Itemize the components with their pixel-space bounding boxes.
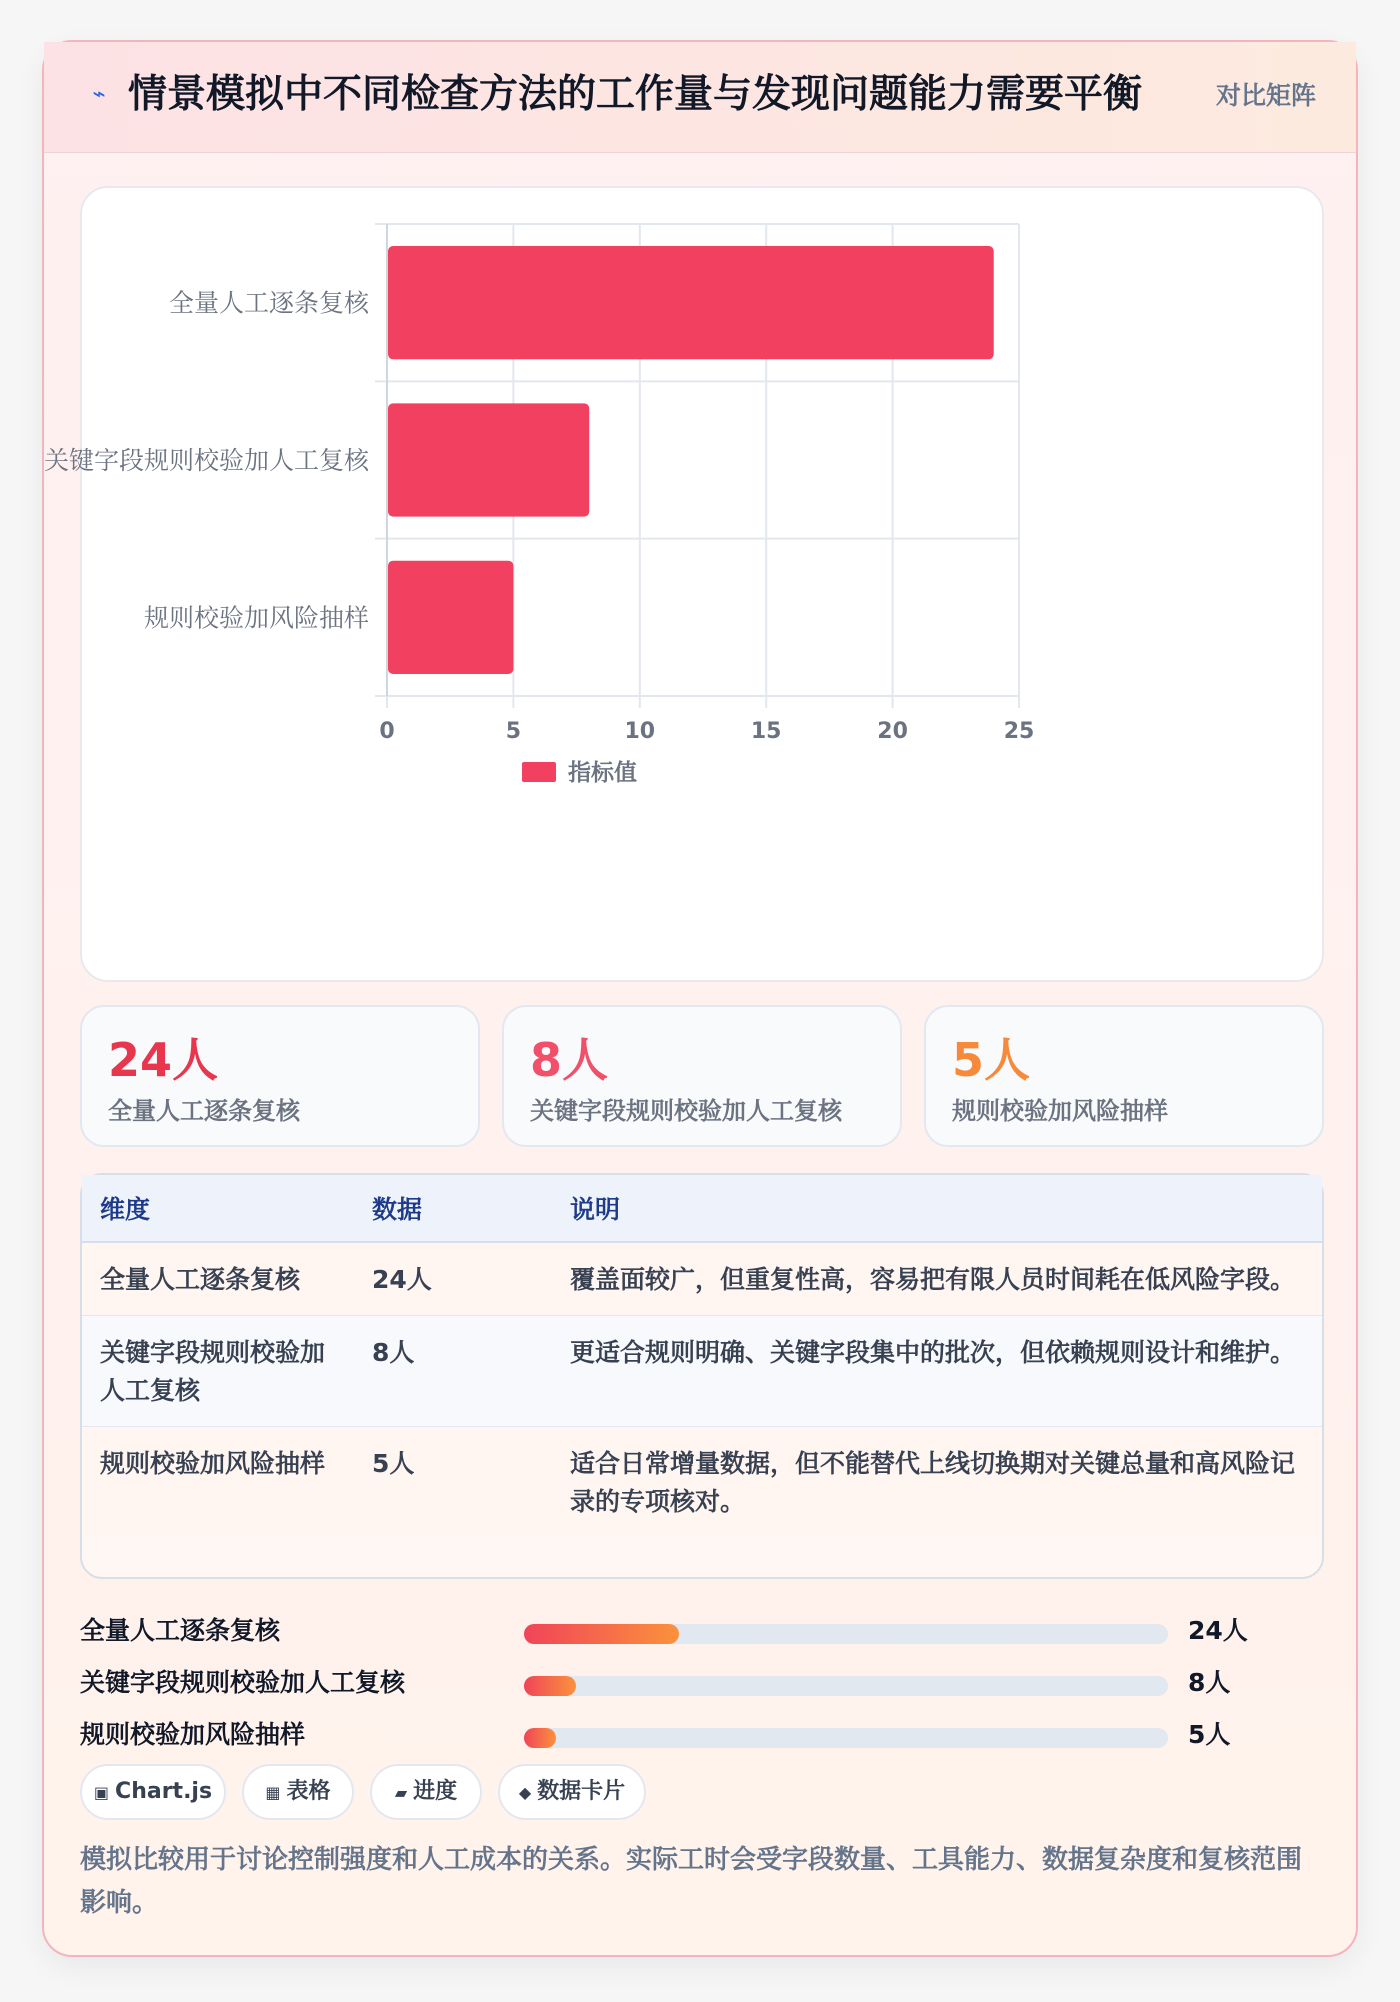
x-tick-label: 0 <box>379 719 395 744</box>
progress-icon: ▰ <box>394 1783 408 1802</box>
y-tick-label: 关键字段规则校验加人工复核 <box>43 446 369 475</box>
x-tick-label: 25 <box>1003 719 1035 744</box>
tag-pill-progress <box>370 1764 482 1820</box>
progress-value: 24人 <box>1188 1616 1248 1645</box>
bar-chart <box>43 186 1324 982</box>
bar <box>388 561 513 674</box>
progress-label: 全量人工逐条复核 <box>80 1616 281 1645</box>
tag-pill-chartjs <box>80 1764 226 1820</box>
table-cell: 全量人工逐条复核 <box>82 1242 354 1316</box>
bar-chart-svg <box>43 188 1326 984</box>
card-icon: ◆ <box>518 1783 532 1802</box>
progress-value: 8人 <box>1188 1668 1231 1697</box>
x-tick-label: 15 <box>750 719 782 744</box>
progress-label: 规则校验加风险抽样 <box>80 1720 306 1749</box>
progress-fill <box>524 1624 679 1644</box>
stat-value: 24人 <box>108 1033 219 1087</box>
tag-pill-table <box>242 1764 354 1820</box>
table-row <box>82 1242 1322 1316</box>
table-cell: 更适合规则明确、关键字段集中的批次，但依赖规则设计和维护。 <box>552 1316 1322 1427</box>
header-tag: 对比矩阵 <box>1215 81 1316 110</box>
card-header <box>44 42 1356 153</box>
x-tick-label: 5 <box>505 719 522 744</box>
stat-label: 关键字段规则校验加人工复核 <box>530 1097 842 1125</box>
table-icon: ▦ <box>265 1783 281 1802</box>
progress-row <box>80 1664 1324 1704</box>
table-header-row <box>82 1175 1322 1242</box>
tag-pill-cards <box>498 1764 646 1820</box>
table-cell: 规则校验加风险抽样 <box>82 1427 354 1538</box>
chart-icon: ▣ <box>93 1783 110 1802</box>
table-header-cell: 维度 <box>82 1175 354 1242</box>
footnote: 模拟比较用于讨论控制强度和人工成本的关系。实际工时会受字段数量、工具能力、数据复杂度和复核范围影响。 <box>80 1845 1303 1918</box>
y-tick-label: 规则校验加风险抽样 <box>143 603 369 633</box>
data-table <box>80 1173 1324 1579</box>
stat-value: 5人 <box>952 1033 1031 1087</box>
stat-card <box>80 1005 480 1147</box>
stat-value: 8人 <box>530 1033 609 1087</box>
progress-row <box>80 1716 1324 1756</box>
y-tick-label: 全量人工逐条复核 <box>168 288 369 318</box>
stat-label: 规则校验加风险抽样 <box>952 1097 1168 1125</box>
table-cell: 适合日常增量数据，但不能替代上线切换期对关键总量和高风险记录的专项核对。 <box>552 1427 1322 1538</box>
pill-label: 数据卡片 <box>537 1779 626 1804</box>
progress-track <box>524 1624 1168 1644</box>
bar <box>388 403 589 516</box>
tech-tags <box>80 1764 1324 1820</box>
stat-label: 全量人工逐条复核 <box>108 1097 300 1125</box>
pill-label: 表格 <box>286 1779 331 1804</box>
x-tick-label: 20 <box>877 719 908 744</box>
table-header-cell: 说明 <box>552 1175 1322 1242</box>
legend-label: 指标值 <box>568 760 637 786</box>
table-cell: 5人 <box>354 1427 552 1538</box>
pill-label: 进度 <box>413 1779 458 1804</box>
progress-value: 5人 <box>1188 1720 1231 1749</box>
progress-track <box>524 1728 1168 1748</box>
lightning-icon: ⌁ <box>92 82 106 107</box>
page-title: 情景模拟中不同检查方法的工作量与发现问题能力需要平衡 <box>128 72 1143 117</box>
table-cell: 关键字段规则校验加人工复核 <box>82 1316 354 1427</box>
progress-label: 关键字段规则校验加人工复核 <box>80 1668 406 1697</box>
pill-label: Chart.js <box>115 1779 213 1804</box>
table-cell: 覆盖面较广，但重复性高，容易把有限人员时间耗在低风险字段。 <box>552 1242 1322 1316</box>
progress-fill <box>524 1728 556 1748</box>
bar <box>388 246 994 359</box>
progress-row <box>80 1612 1324 1652</box>
table-row <box>82 1316 1322 1427</box>
stat-card <box>924 1005 1324 1147</box>
progress-track <box>524 1676 1168 1696</box>
comparison-card <box>42 40 1358 1957</box>
x-tick-label: 10 <box>624 719 656 744</box>
stat-card <box>502 1005 902 1147</box>
table-cell: 8人 <box>354 1316 552 1427</box>
stat-cards <box>80 1005 1324 1147</box>
table-cell: 24人 <box>354 1242 552 1316</box>
table-row <box>82 1427 1322 1538</box>
legend-swatch <box>522 762 556 782</box>
progress-fill <box>524 1676 576 1696</box>
table-header-cell: 数据 <box>354 1175 552 1242</box>
